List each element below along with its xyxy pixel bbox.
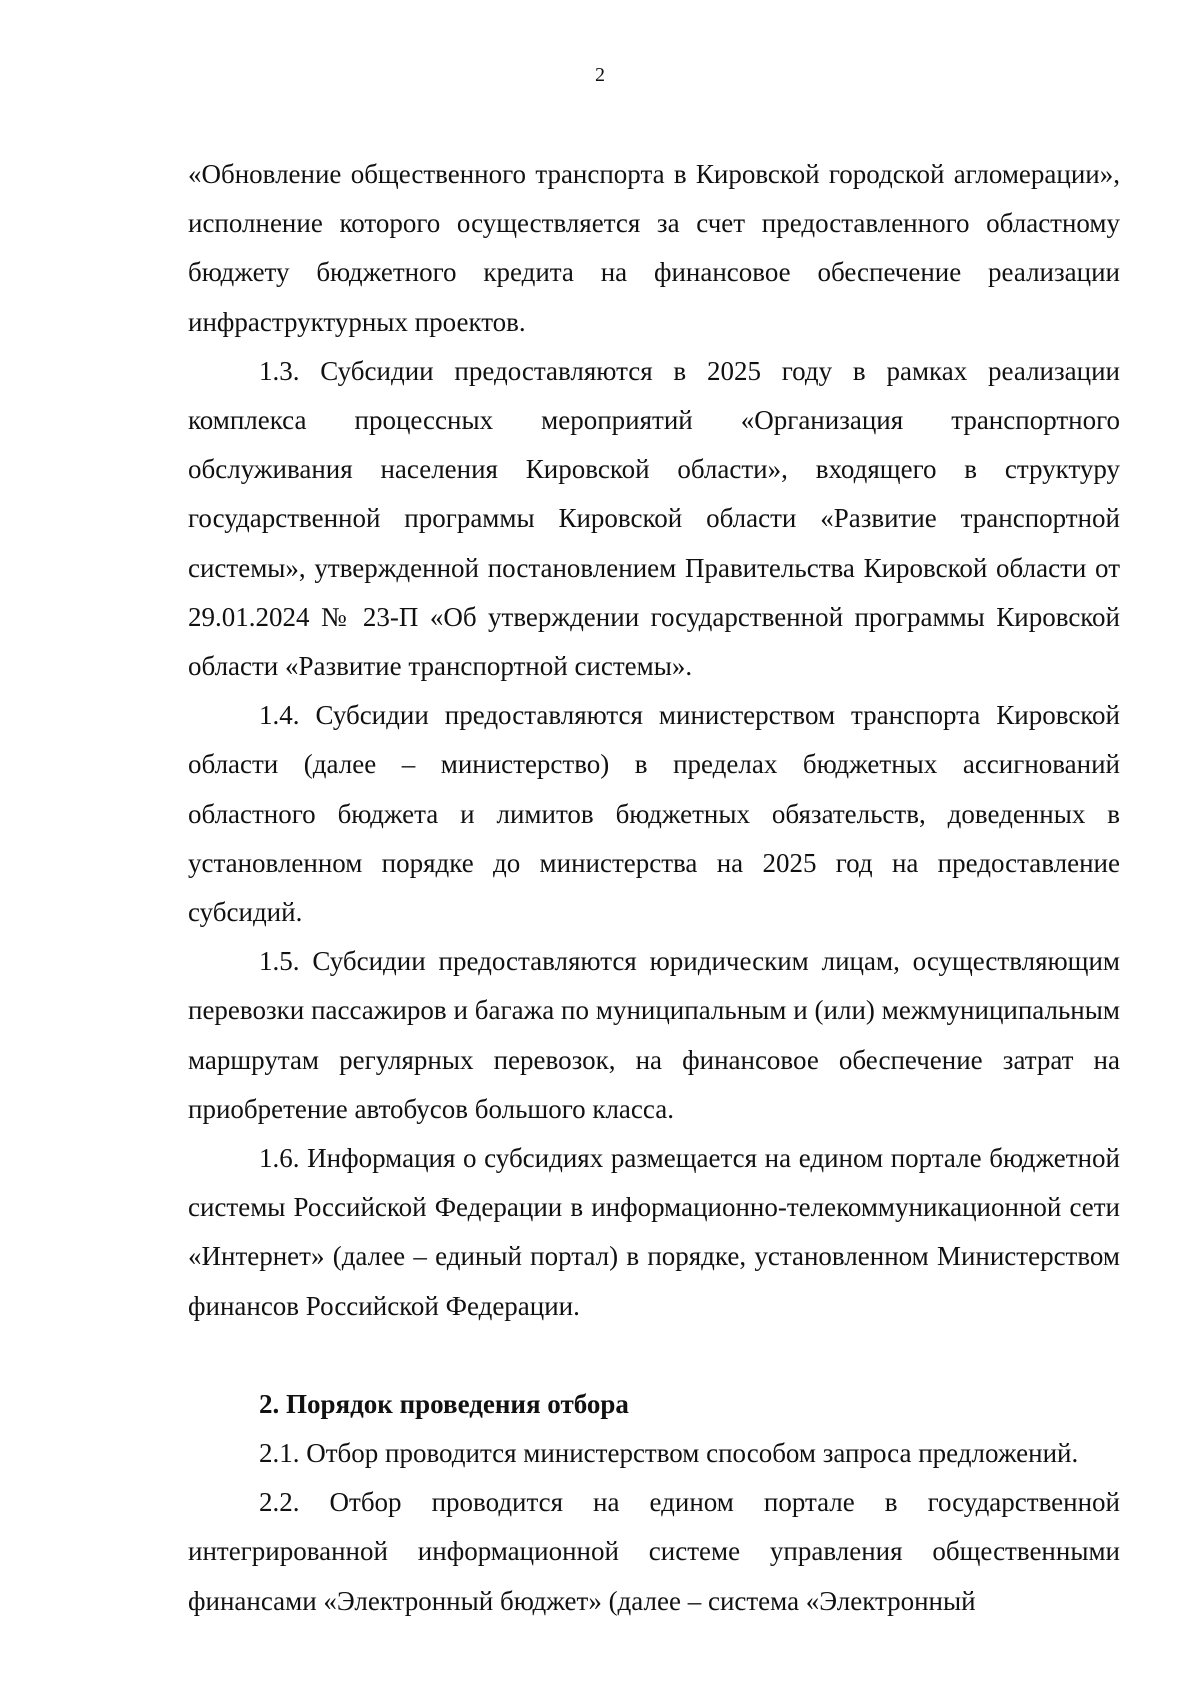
page-number: 2 [595, 64, 605, 86]
paragraph-1-6: 1.6. Информация о субсидиях размещается на едином портале бюджетной системы Российской Федерации в информационно-телекоммуникационной сети «Интернет» (далее – единый портал) в порядке, установленном Министерством финансов Российской Федерации. [188, 1143, 1120, 1321]
paragraph-1-5: 1.5. Субсидии предоставляются юридическим лицам, осуществляющим перевозки пассажиров и багажа по муниципальным и (или) межмуниципальным маршрутам регулярных перевозок, на финансовое обеспечение затрат на приобретение автобусов большого класса. [188, 946, 1120, 1124]
paragraph-1-4: 1.4. Субсидии предоставляются министерством транспорта Кировской области (далее – министерство) в пределах бюджетных ассигнований областного бюджета и лимитов бюджетных обязательств, доведенных в установленном порядке до министерства на 2025 год на предоставление субсидий. [188, 700, 1120, 928]
paragraph-2-2: 2.2. Отбор проводится на едином портале в государственной интегрированной информационной системе управления общественными финансами «Электронный бюджет» (далее – система «Электронный [188, 1487, 1120, 1616]
document-body [188, 150, 1120, 1626]
paragraph-1-3: 1.3. Субсидии предоставляются в 2025 году в рамках реализации комплекса процессных мероприятий «Организация транспортного обслуживания населения Кировской области», входящего в структуру государственной программы Кировской области «Развитие транспортной системы», утвержденной постановлением Правительства Кировской области от 29.01.2024 № 23-П «Об утверждении государственной программы Кировской области «Развитие транспортной системы». [188, 355, 1120, 682]
section-2-heading: 2. Порядок проведения отбора [259, 1388, 629, 1419]
paragraph-2-1: 2.1. Отбор проводится министерством способом запроса предложений. [259, 1438, 1079, 1469]
paragraph-continuation: «Обновление общественного транспорта в Кировской городской агломерации», исполнение которого осуществляется за счет предоставленного областному бюджету бюджетного кредита на финансовое обеспечение реализации инфраструктурных проектов. [188, 159, 1120, 337]
